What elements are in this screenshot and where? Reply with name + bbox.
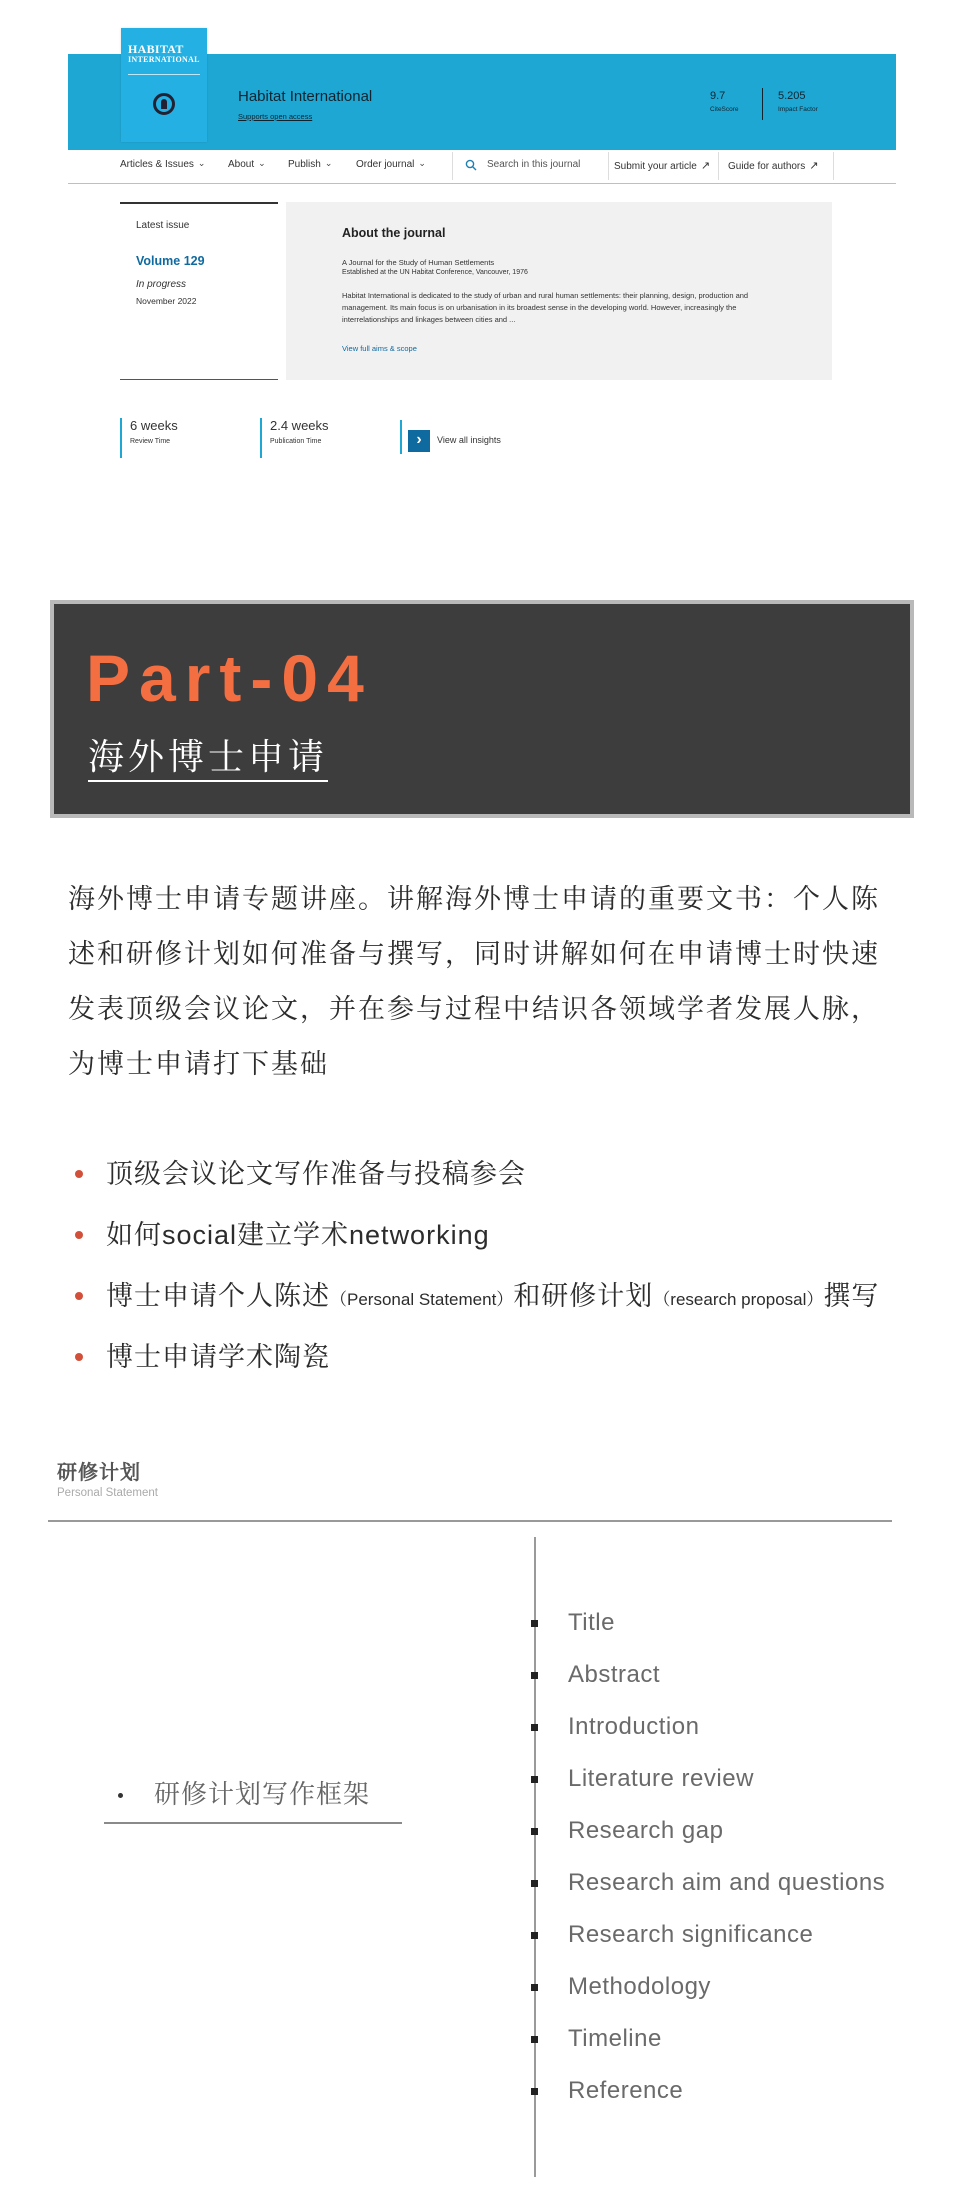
plan-item-label: Literature review [568, 1765, 754, 1792]
plan-item-label: Abstract [568, 1661, 661, 1688]
nav-about-label: About [228, 159, 255, 170]
nav-articles-issues[interactable] [120, 159, 205, 170]
impact-factor-metric[interactable] [778, 90, 818, 113]
plan-heading: 研修计划 [57, 1462, 141, 1484]
square-bullet-icon [531, 1724, 538, 1731]
list-item [68, 1270, 938, 1331]
list-item [68, 1209, 938, 1270]
list-item [531, 2076, 885, 2128]
journal-cover[interactable] [121, 28, 207, 142]
bullet-dot-icon [75, 1170, 83, 1178]
nav-submit-article[interactable] [614, 159, 710, 172]
chevron-down-icon: ⌄ [324, 158, 333, 168]
plan-framework-label: 研修计划写作框架 [154, 1779, 371, 1809]
insights-divider [400, 420, 402, 454]
about-heading: About the journal [342, 226, 446, 240]
open-access-link[interactable]: Supports open access [238, 112, 313, 121]
plan-item-label: Research gap [568, 1817, 724, 1844]
about-established: Established at the UN Habitat Conference, Vancouver, 1976 [342, 269, 528, 276]
plan-subheading: Personal Statement [57, 1487, 159, 1499]
square-bullet-icon [531, 1880, 538, 1887]
chevron-right-icon[interactable]: › [408, 430, 430, 452]
part-banner [50, 600, 914, 818]
bullet-dot-icon [75, 1292, 83, 1300]
about-description: Habitat International is dedicated to the study of urban and rural human settlements: their planning, design, production and management. Its main focus is on urbanisation in its broadest sense in the developing world. However, increasingly the interrelationships and linkages between cities and ... [342, 291, 749, 324]
about-journal-panel [286, 202, 832, 380]
square-bullet-icon [531, 1620, 538, 1627]
latest-date: November 2022 [136, 296, 197, 306]
external-arrow-icon: ↗ [700, 160, 711, 172]
square-bullet-icon [531, 1776, 538, 1783]
chevron-down-icon: ⌄ [197, 158, 206, 168]
list-item [531, 2024, 885, 2076]
part-subtitle: 海外博士申请 [88, 734, 328, 782]
external-arrow-icon: ↗ [809, 160, 819, 172]
list-item [531, 1660, 885, 1712]
cover-title [128, 44, 200, 64]
nav-divider [452, 152, 453, 180]
plan-item-label: Methodology [568, 1973, 711, 2000]
list-item [68, 1148, 938, 1209]
chevron-down-icon: ⌄ [258, 158, 266, 168]
plan-divider [48, 1520, 892, 1522]
topic-text-part: （research proposal） [653, 1290, 824, 1309]
journal-nav [68, 150, 896, 184]
about-subtitle: A Journal for the Study of Human Settlements [342, 258, 495, 267]
nav-order-journal[interactable] [356, 159, 426, 170]
bullet-dot-icon [75, 1231, 83, 1239]
square-bullet-icon [531, 1984, 538, 1991]
list-item [531, 1712, 885, 1764]
nav-about[interactable] [228, 159, 266, 170]
publication-time-label: Publication Time [270, 438, 322, 445]
square-bullet-icon [531, 2036, 538, 2043]
square-bullet-icon [531, 1828, 538, 1835]
plan-item-label: Title [568, 1609, 615, 1636]
list-item [531, 1608, 885, 1660]
citescore-metric[interactable] [710, 90, 739, 113]
impact-factor-value: 5.205 [778, 90, 806, 102]
plan-item-label: Timeline [568, 2025, 662, 2052]
list-item [531, 1764, 885, 1816]
nav-order-label: Order journal [356, 159, 415, 170]
nav-articles-label: Articles & Issues [120, 159, 194, 170]
nav-guide-label: Guide for authors [728, 161, 806, 172]
intro-paragraph: 海外博士申请专题讲座。讲解海外博士申请的重要文书：个人陈述和研修计划如何准备与撰写，同时讲解如何在申请博士时快速发表顶级会议论文，并在参与过程中结识各领域学者发展人脉，为博士申请打下基础 [68, 884, 880, 1079]
square-bullet-icon [531, 1932, 538, 1939]
search-input[interactable]: Search in this journal [487, 159, 581, 170]
bullet-dot-icon [118, 1793, 123, 1798]
list-item [531, 1868, 885, 1920]
nav-divider [833, 152, 834, 180]
square-bullet-icon [531, 2088, 538, 2095]
topic-text: 博士申请学术陶瓷 [106, 1342, 330, 1372]
plan-item-label: Research aim and questions [568, 1869, 886, 1896]
topic-text-part: （Personal Statement） [330, 1290, 514, 1309]
plan-item-label: Introduction [568, 1713, 700, 1740]
nav-submit-label: Submit your article [614, 161, 697, 172]
citescore-value: 9.7 [710, 90, 726, 102]
cover-divider [128, 74, 200, 75]
square-bullet-icon [531, 1672, 538, 1679]
journal-screenshot [68, 0, 896, 480]
topic-text: 如何social建立学术networking [106, 1220, 490, 1250]
cover-title-line1: HABITAT [128, 42, 184, 56]
topic-text-part: 和研修计划 [513, 1281, 654, 1311]
journal-title[interactable]: Habitat International [238, 88, 373, 105]
metric-divider [762, 88, 763, 120]
part-title: Part-04 [86, 641, 373, 715]
publication-time-insight [260, 418, 329, 458]
nav-divider [608, 152, 609, 180]
topic-text: 顶级会议论文写作准备与投稿参会 [106, 1159, 526, 1189]
nav-divider [718, 152, 719, 180]
review-time-insight [120, 418, 178, 458]
list-item [68, 1331, 938, 1392]
nav-publish[interactable] [288, 159, 332, 170]
topic-text-part: 博士申请个人陈述 [106, 1281, 330, 1311]
citescore-label: CiteScore [710, 106, 739, 113]
latest-status: In progress [136, 279, 187, 290]
review-time-value: 6 weeks [130, 418, 178, 433]
latest-volume-link[interactable]: Volume 129 [136, 254, 205, 268]
plan-item-label: Research significance [568, 1921, 814, 1948]
list-item [531, 1920, 885, 1972]
nav-guide-authors[interactable] [728, 159, 818, 172]
plan-items-list [531, 1608, 885, 2128]
nav-publish-label: Publish [288, 159, 321, 170]
latest-issue-panel [120, 202, 278, 380]
bullet-dot-icon [75, 1353, 83, 1361]
impact-factor-label: Impact Factor [778, 106, 818, 113]
topic-text-part: 撰写 [823, 1281, 880, 1311]
view-insights-link[interactable]: View all insights [437, 435, 501, 445]
chevron-down-icon: ⌄ [418, 158, 426, 168]
latest-issue-label: Latest issue [136, 220, 190, 231]
plan-item-label: Reference [568, 2077, 684, 2104]
plan-framework-underline [104, 1822, 402, 1824]
review-time-label: Review Time [130, 438, 171, 445]
aims-scope-link[interactable]: View full aims & scope [342, 344, 417, 353]
topic-list [68, 1148, 938, 1392]
list-item [531, 1972, 885, 2024]
cover-title-line2: INTERNATIONAL [128, 55, 200, 64]
publication-time-value: 2.4 weeks [270, 418, 329, 433]
search-icon[interactable] [465, 159, 477, 171]
cover-emblem-icon [153, 93, 175, 115]
list-item [531, 1816, 885, 1868]
